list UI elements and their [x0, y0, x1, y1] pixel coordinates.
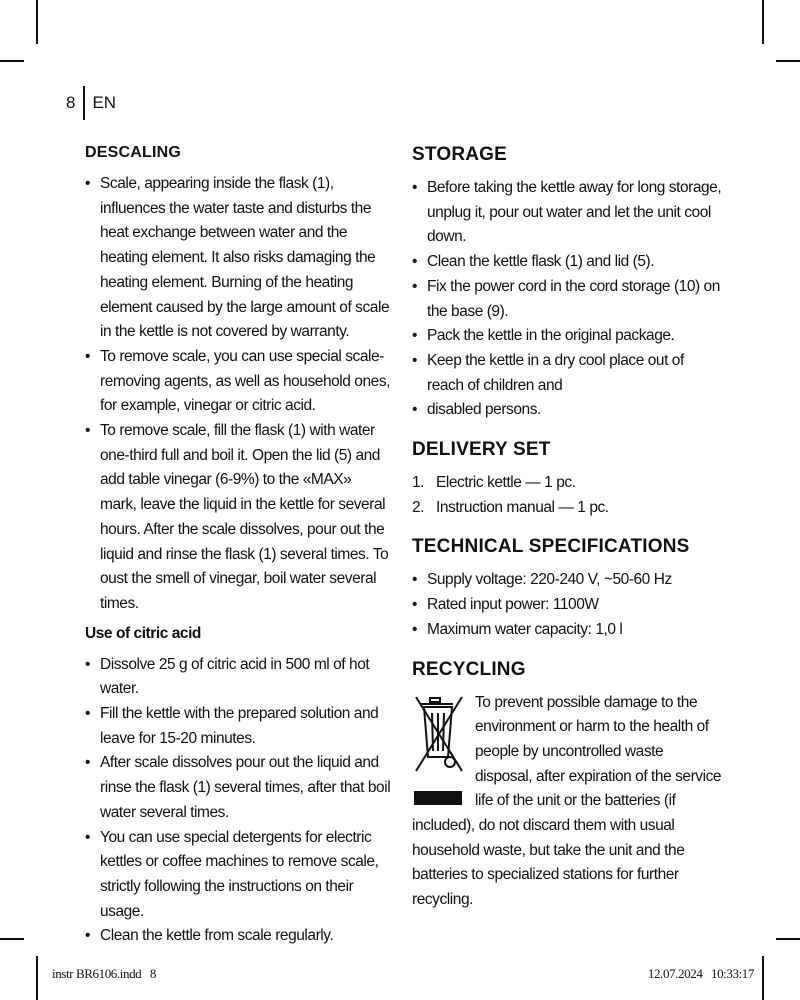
list-item: • Clean the kettle from scale regularly.	[85, 924, 391, 949]
list-item: • Maximum water capacity: 1,0 l	[412, 618, 722, 643]
crop-mark	[0, 938, 24, 940]
list-item: • Supply voltage: 220-240 V, ~50-60 Hz	[412, 568, 722, 593]
descaling-list	[85, 172, 391, 617]
list-item: • After scale dissolves pour out the liquid and rinse the flask (1) several times, after that boil water several times.	[85, 751, 391, 825]
crop-mark	[762, 956, 764, 1000]
list-item: • Fix the power cord in the cord storage (10) on the base (9).	[412, 275, 722, 324]
list-item: • You can use special detergents for electric kettles or coffee machines to remove scale, strictly following the instructions on their usage.	[85, 826, 391, 925]
list-item: • disabled persons.	[412, 398, 722, 423]
list-item: • Scale, appearing inside the flask (1), influences the water taste and disturbs the heat exchange between water and the heating element. It also risks damaging the heating element. Burning of the heating element caused by the large amount of scale in the kettle is not covered by warranty.	[85, 172, 391, 345]
item-number: 1.	[412, 474, 425, 492]
language-code: EN	[92, 93, 117, 112]
crop-mark	[776, 938, 800, 940]
item-number: 2.	[412, 498, 425, 516]
list-item: • Fill the kettle with the prepared solution and leave for 15-20 minutes.	[85, 702, 391, 751]
delivery-list	[412, 471, 722, 520]
list-item	[412, 471, 722, 496]
list-item: • Before taking the kettle away for long storage, unplug it, pour out water and let the unit cool down.	[412, 176, 722, 250]
descaling-heading: DESCALING	[85, 144, 182, 161]
list-item: • Pack the kettle in the original package.	[412, 324, 722, 349]
item-text: Instruction manual — 1 pc.	[436, 498, 609, 516]
storage-list	[412, 176, 722, 423]
list-item	[412, 496, 722, 521]
citric-acid-list	[85, 653, 391, 949]
crop-mark	[36, 0, 38, 44]
crop-mark	[36, 956, 38, 1000]
header-divider	[83, 86, 85, 120]
list-item: • Rated input power: 1100W	[412, 593, 722, 618]
recycling-block	[412, 691, 722, 913]
crop-mark	[0, 60, 24, 62]
crossed-out-wheelie-bin-icon	[412, 695, 464, 807]
crop-mark	[776, 60, 800, 62]
page-number: 8	[66, 93, 76, 112]
crop-mark	[762, 0, 764, 44]
footer-filename: instr BR6106.indd 8	[52, 966, 156, 981]
citric-acid-subheading: Use of citric acid	[85, 624, 201, 642]
page-header	[66, 86, 116, 120]
list-item: • Keep the kettle in a dry cool place out of reach of children and	[412, 349, 722, 398]
footer-timestamp: 12.07.2024 10:33:17	[647, 966, 754, 981]
list-item: • To remove scale, you can use special scale-removing agents, as well as household ones, for example, vinegar or citric acid.	[85, 345, 391, 419]
list-item: • Dissolve 25 g of citric acid in 500 ml of hot water.	[85, 653, 391, 702]
list-item: • To remove scale, fill the flask (1) with water one-third full and boil it. Open the lid (5) and add table vinegar (6-9%) to the «MAX» mark, leave the liquid in the kettle for several hours. After the scale dissolves, pour out the liquid and rinse the flask (1) several times. To oust the smell of vinegar, boil water several times.	[85, 419, 391, 617]
right-column	[412, 142, 722, 913]
delivery-set-heading: DELIVERY SET	[412, 439, 551, 461]
storage-heading: STORAGE	[412, 144, 508, 165]
item-text: Electric kettle — 1 pc.	[436, 474, 576, 492]
technical-specifications-heading: TECHNICAL SPECIFICATIONS	[412, 536, 690, 558]
recycling-heading: RECYCLING	[412, 658, 526, 680]
tech-spec-list	[412, 568, 722, 642]
list-item: • Clean the kettle flask (1) and lid (5).	[412, 250, 722, 275]
left-column	[85, 142, 391, 949]
recycling-text: To prevent possible damage to the environment or harm to the health of people by uncontrolled waste disposal, after expiration of the service life of the unit or the batteries (if included), do not discard them with usual household waste, but take the unit and the batteries to specialized stations for further recycling.	[412, 693, 722, 909]
